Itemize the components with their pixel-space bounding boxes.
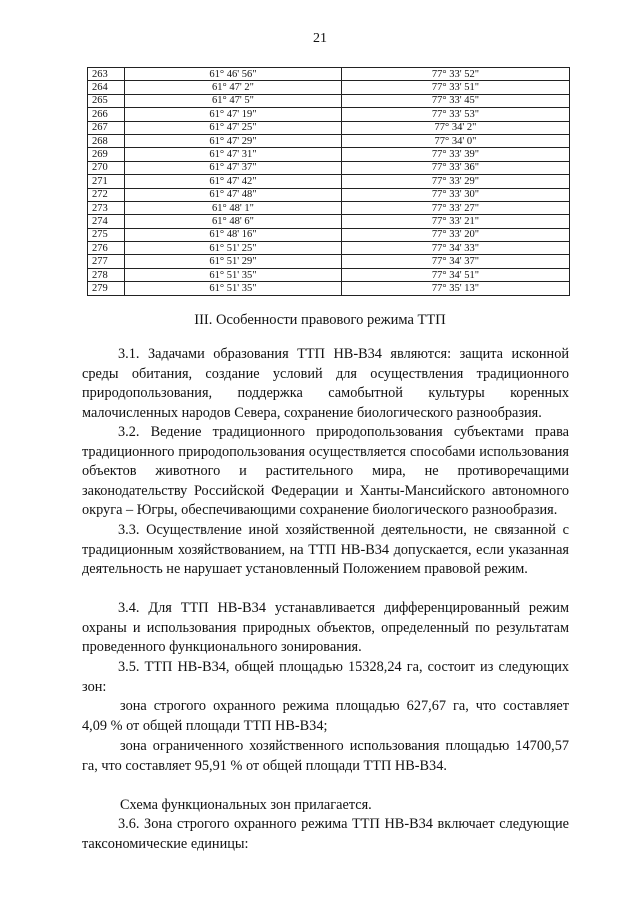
page-number: 21 (313, 31, 327, 46)
longitude-cell: 77° 33' 36" (342, 161, 570, 174)
table-row (88, 175, 570, 188)
paragraph-3-2 (82, 423, 569, 521)
longitude-cell: 77° 33' 45" (342, 94, 570, 107)
table-row (88, 134, 570, 147)
point-number-cell: 274 (88, 215, 125, 228)
latitude-cell: 61° 46' 56" (125, 68, 342, 81)
longitude-cell: 77° 34' 37" (342, 255, 570, 268)
longitude-cell: 77° 35' 13" (342, 282, 570, 295)
latitude-cell: 61° 51' 29" (125, 255, 342, 268)
point-number-cell: 269 (88, 148, 125, 161)
point-number-cell: 270 (88, 161, 125, 174)
latitude-cell: 61° 47' 25" (125, 121, 342, 134)
coordinates-table-body (88, 68, 570, 296)
latitude-cell: 61° 47' 29" (125, 134, 342, 147)
table-row (88, 242, 570, 255)
zone-strict-item (82, 697, 569, 736)
paragraph-3-4-text: 3.4. Для ТТП НВ-В34 устанавливается дифференцированный режим охраны и использования природных объектов, определенный по результатам проведенного функционального зонирования. (82, 600, 569, 656)
longitude-cell: 77° 33' 51" (342, 81, 570, 94)
point-number-cell: 278 (88, 268, 125, 281)
longitude-cell: 77° 34' 51" (342, 268, 570, 281)
paragraph-3-5 (82, 658, 569, 697)
point-number-cell: 273 (88, 201, 125, 214)
table-row (88, 161, 570, 174)
paragraph-3-4 (82, 599, 569, 658)
longitude-cell: 77° 33' 30" (342, 188, 570, 201)
table-row (88, 228, 570, 241)
point-number-cell: 277 (88, 255, 125, 268)
paragraph-3-2-text: 3.2. Ведение традиционного природопользования субъектами права традиционного природопользования осуществляется способами использования объектов животного и растительного мира, не противоречащими законодательству Российской Федерации и Ханты-Мансийского автономного округа – Югры, обеспечивающими сохранение биологического разнообразия. (82, 424, 569, 519)
paragraph-3-6 (82, 815, 569, 854)
longitude-cell: 77° 33' 20" (342, 228, 570, 241)
longitude-cell: 77° 33' 52" (342, 68, 570, 81)
latitude-cell: 61° 51' 35" (125, 268, 342, 281)
table-row (88, 68, 570, 81)
paragraph-3-1-text: 3.1. Задачами образования ТТП НВ-В34 являются: защита исконной среды обитания, создание условий для осуществления традиционного природопользования, поддержка самобытной культуры коренных малочисленных народов Севера, сохранение биологического разнообразия. (82, 346, 569, 421)
point-number-cell: 272 (88, 188, 125, 201)
section-heading: III. Особенности правового режима ТТП (194, 312, 446, 328)
latitude-cell: 61° 48' 1" (125, 201, 342, 214)
latitude-cell: 61° 48' 6" (125, 215, 342, 228)
zone-strict-text: зона строгого охранного режима площадью 627,67 га, что составляет 4,09 % от общей площади ТТП НВ-В34; (82, 698, 569, 734)
table-row (88, 255, 570, 268)
table-row (88, 215, 570, 228)
table-row (88, 282, 570, 295)
longitude-cell: 77° 33' 27" (342, 201, 570, 214)
paragraph-3-5-text: 3.5. ТТП НВ-В34, общей площадью 15328,24 га, состоит из следующих зон: (82, 659, 569, 695)
scheme-note (82, 796, 569, 816)
latitude-cell: 61° 47' 2" (125, 81, 342, 94)
longitude-cell: 77° 34' 0" (342, 134, 570, 147)
point-number-cell: 263 (88, 68, 125, 81)
latitude-cell: 61° 47' 37" (125, 161, 342, 174)
latitude-cell: 61° 47' 48" (125, 188, 342, 201)
table-row (88, 108, 570, 121)
latitude-cell: 61° 51' 35" (125, 282, 342, 295)
longitude-cell: 77° 34' 2" (342, 121, 570, 134)
paragraph-3-1 (82, 345, 569, 423)
table-row (88, 201, 570, 214)
table-row (88, 94, 570, 107)
longitude-cell: 77° 33' 53" (342, 108, 570, 121)
zone-limited-text: зона ограниченного хозяйственного использования площадью 14700,57 га, что составляет 95,91 % от общей площади ТТП НВ-В34. (82, 738, 569, 774)
point-number-cell: 264 (88, 81, 125, 94)
point-number-cell: 276 (88, 242, 125, 255)
latitude-cell: 61° 47' 42" (125, 175, 342, 188)
paragraph-3-3 (82, 521, 569, 580)
longitude-cell: 77° 33' 29" (342, 175, 570, 188)
point-number-cell: 268 (88, 134, 125, 147)
point-number-cell: 266 (88, 108, 125, 121)
point-number-cell: 279 (88, 282, 125, 295)
latitude-cell: 61° 47' 31" (125, 148, 342, 161)
zone-limited-item (82, 737, 569, 776)
latitude-cell: 61° 47' 5" (125, 94, 342, 107)
longitude-cell: 77° 33' 21" (342, 215, 570, 228)
table-row (88, 188, 570, 201)
point-number-cell: 271 (88, 175, 125, 188)
paragraph-3-6-text: 3.6. Зона строгого охранного режима ТТП НВ-В34 включает следующие таксономические единицы: (82, 816, 569, 852)
longitude-cell: 77° 34' 33" (342, 242, 570, 255)
latitude-cell: 61° 48' 16" (125, 228, 342, 241)
latitude-cell: 61° 51' 25" (125, 242, 342, 255)
latitude-cell: 61° 47' 19" (125, 108, 342, 121)
longitude-cell: 77° 33' 39" (342, 148, 570, 161)
point-number-cell: 265 (88, 94, 125, 107)
coordinates-table (87, 67, 570, 296)
paragraph-3-3-text: 3.3. Осуществление иной хозяйственной деятельности, не связанной с традиционным хозяйствованием, на ТТП НВ-В34 допускается, если указанная деятельность не нарушает установленный Положением правовой режим. (82, 522, 569, 578)
table-row (88, 121, 570, 134)
table-row (88, 81, 570, 94)
point-number-cell: 275 (88, 228, 125, 241)
scheme-note-text: Схема функциональных зон прилагается. (120, 797, 372, 813)
table-row (88, 148, 570, 161)
point-number-cell: 267 (88, 121, 125, 134)
table-row (88, 268, 570, 281)
